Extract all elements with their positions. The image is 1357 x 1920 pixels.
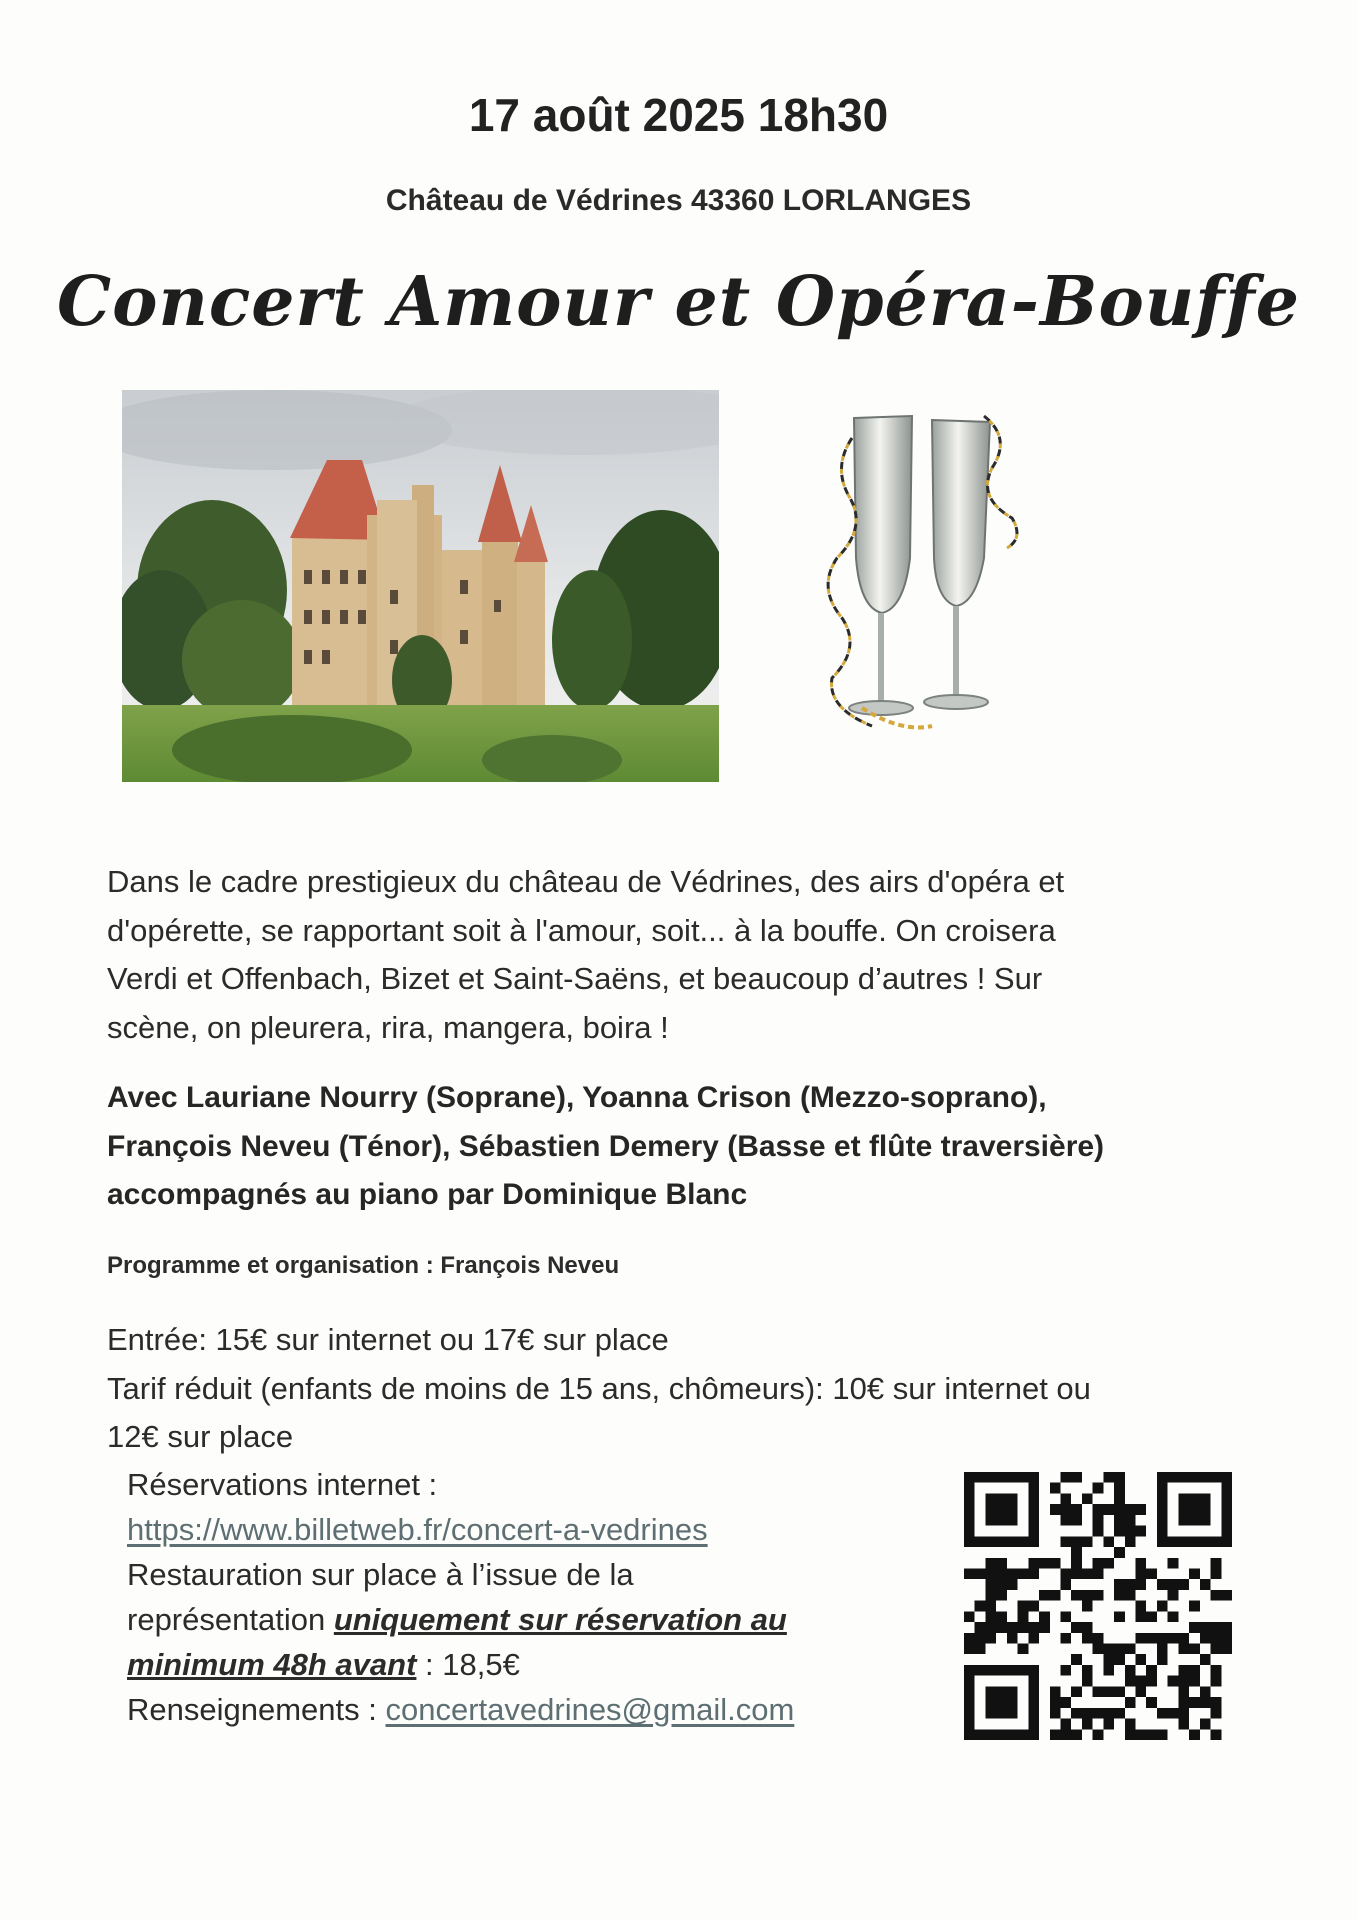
catering-emphasis: uniquement sur réservation au [333, 1602, 787, 1637]
artists-line: accompagnés au piano par Dominique Blanc [107, 1178, 748, 1211]
castle-photo [122, 390, 719, 782]
price-reduced: Tarif réduit (enfants de moins de 15 ans, chômeurs): 10€ sur internet ou [107, 1370, 1091, 1406]
catering-prefix: représentation [127, 1602, 334, 1637]
qr-code[interactable] [964, 1470, 1232, 1742]
artists-list [107, 1074, 1287, 1220]
practical-info [127, 1462, 947, 1732]
event-venue: Château de Védrines 43360 LORLANGES [385, 184, 972, 217]
event-description [107, 858, 1257, 1052]
price-reduced-cont: 12€ sur place [107, 1419, 294, 1454]
catering-line: Restauration sur place à l’issue de la [127, 1557, 634, 1592]
price-standard: Entrée: 15€ sur internet ou 17€ sur place [107, 1322, 669, 1357]
description-line: scène, on pleurera, rira, mangera, boira ! [107, 1009, 669, 1045]
description-line: Verdi et Offenbach, Bizet et Saint-Saëns, et beaucoup d’autres ! Sur [107, 961, 1043, 996]
artists-line: François Neveu (Ténor), Sébastien Demery (Basse et flûte traversière) [107, 1129, 1105, 1163]
contact-label: Renseignements : [127, 1692, 386, 1727]
description-line: Dans le cadre prestigieux du château de Védrines, des airs d'opéra et [107, 864, 1065, 899]
description-line: d'opérette, se rapportant soit à l'amour, soit... à la bouffe. On croisera [107, 912, 1056, 948]
champagne-glasses-illustration [812, 408, 1037, 738]
event-title: Concert Amour et Opéra-Bouffe [56, 262, 1301, 342]
event-date: 17 août 2025 18h30 [468, 89, 889, 141]
catering-emphasis-cont: minimum 48h avant [127, 1647, 417, 1682]
reservation-link[interactable]: https://www.billetweb.fr/concert-a-vedrines [127, 1512, 708, 1547]
artists-line: Avec Lauriane Nourry (Soprane), Yoanna Crison (Mezzo-soprano), [107, 1081, 1047, 1114]
ticket-prices [107, 1316, 1267, 1462]
reservation-label: Réservations internet : [127, 1467, 438, 1502]
catering-price: : 18,5€ [416, 1647, 520, 1682]
contact-email-link[interactable]: concertavedrines@gmail.com [385, 1692, 795, 1727]
organisation-credit: Programme et organisation : François Neveu [107, 1252, 620, 1279]
